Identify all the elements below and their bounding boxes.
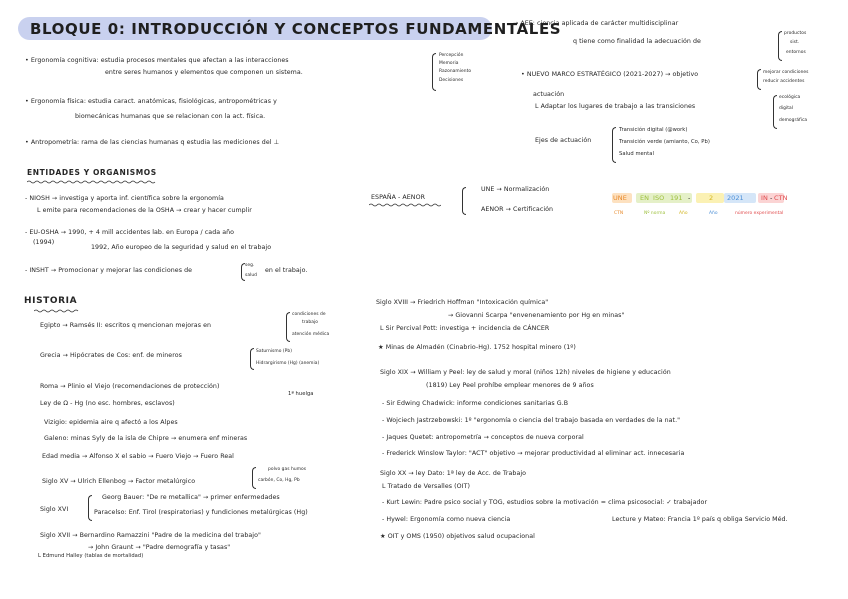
- norma-label: Año: [679, 211, 688, 216]
- hist-almaden: ★ Minas de Almadén (Cinabrio-Hg). 1752 hospital minero (1º): [378, 344, 576, 351]
- ergonomia-fisica: • Ergonomía física: estudia caract. anatómicas, fisiológicas, antropométricas y: [25, 98, 277, 105]
- wavy-underline: [369, 203, 441, 207]
- norma-code-part: IN: [761, 194, 768, 202]
- section-entidades: ENTIDADES Y ORGANISMOS: [27, 168, 157, 177]
- brace-item: Decisiones: [439, 78, 464, 83]
- brace-item: Transición verde (amianto, Co, Pb): [619, 139, 710, 145]
- nuevo-marco: • NUEVO MARCO ESTRATÉGICO (2021-2027) → objetivo: [521, 71, 699, 78]
- hist-xx-hywel: - Hywel: Ergonomía como nueva ciencia: [382, 516, 511, 523]
- brace: [88, 495, 92, 521]
- hist-xix-jastrzebowski: - Wojciech Jastrzebowski: 1º "ergonomía o ciencia del trabajo basada en verdades de la nat.": [382, 417, 681, 424]
- ergonomia-cognitiva-cont: entre seres humanos y elementos que componen un sistema.: [105, 69, 303, 76]
- brace: [773, 95, 777, 129]
- section-historia: HISTORIA: [24, 296, 78, 306]
- norma-label: CTN: [614, 211, 624, 216]
- norma-code-part: UNE: [613, 194, 627, 202]
- brace-item: seg.: [245, 263, 255, 268]
- eu-osha: - EU-OSHA → 1990, + 4 mill accidentes lab. en Europa / cada año: [25, 229, 235, 236]
- hist-siglo-xvii: Siglo XVII → Bernardino Ramazzini "Padre de la medicina del trabajo": [40, 532, 261, 539]
- hist-xvi-bauer: Georg Bauer: "De re metallica" → primer enfermedades: [102, 494, 280, 501]
- hist-xx-lecture: Lecture y Mateo: Francia 1º país q obliga Servicio Méd.: [612, 516, 788, 523]
- brace-item: salud: [245, 273, 258, 278]
- norma-label: Nº norma: [644, 211, 666, 216]
- brace-item: mejorar condiciones: [763, 70, 809, 75]
- norma-label: Año: [709, 211, 718, 216]
- eu-osha-cont: 1992, Año europeo de la seguridad y salud en el trabajo: [91, 244, 272, 251]
- ejes-actuacion: Ejes de actuación: [535, 137, 592, 144]
- brace-item: digital: [779, 106, 793, 111]
- hist-vizigio: Vizigio: epidemia aire q afectó a los Alpes: [44, 419, 178, 426]
- hist-xx-versalles: L Tratado de Versalles (OIT): [382, 483, 470, 490]
- norma-code-part: CTN: [774, 194, 788, 202]
- niosh: - NIOSH → investiga y aporta inf. científica sobre la ergonomía: [25, 195, 224, 202]
- brace: [778, 31, 782, 61]
- hist-egipto: Egipto → Ramsés II: escritos q mencionan mejoras en: [40, 322, 212, 329]
- brace-item: sist.: [790, 40, 800, 45]
- hist-roma: Roma → Plinio el Viejo (recomendaciones de protección): [40, 383, 220, 390]
- adaptar-lugares: L Adaptar los lugares de trabajo a las transiciones: [535, 103, 696, 110]
- brace-item: Saturnismo (Pb): [256, 349, 292, 354]
- norma-code-part: 2: [709, 194, 714, 202]
- brace-item: Razonamiento: [439, 69, 472, 74]
- antropometria: • Antropometría: rama de las ciencias humanas q estudia las mediciones del ⊥: [25, 139, 280, 146]
- hist-siglo-xv: Siglo XV → Ulrich Ellenbog → Factor metalúrgico: [42, 478, 196, 485]
- hist-grecia: Grecia → Hipócrates de Cos: enf. de mineros: [40, 352, 182, 359]
- brace-item: reducir accidentes: [763, 79, 805, 84]
- wavy-underline: [34, 309, 80, 313]
- brace-item: Salud mental: [619, 151, 654, 157]
- hist-galeno: Galeno: minas Syly de la isla de Chipre → enumera enf mineras: [44, 435, 248, 442]
- hist-xix-peel: (1819) Ley Peel prohíbe emplear menores de 9 años: [426, 382, 594, 389]
- hist-siglo-xviii: Siglo XVIII → Friedrich Hoffman "Intoxicación química": [376, 299, 549, 306]
- hist-roma-ley: Ley de Ω - Hg (no esc. hombres, esclavos): [40, 400, 175, 407]
- brace: [757, 69, 761, 90]
- hist-xix-quetet: - Jaques Quetet: antropometría → conceptos de nueva corporal: [382, 434, 584, 441]
- hist-siglo-xvi: Siglo XVI: [40, 506, 69, 513]
- hist-siglo-xx: Siglo XX → ley Dato: 1ª ley de Acc. de Trabajo: [380, 470, 527, 477]
- hist-xix-chadwick: - Sir Edwing Chadwick: informe condiciones sanitarias G.B: [382, 400, 569, 407]
- ergonomia-cognitiva: • Ergonomía cognitiva: estudia procesos mentales que afectan a las interacciones: [25, 57, 289, 64]
- norma-code-part: ISO: [653, 194, 665, 202]
- brace-item: atención médica: [292, 332, 330, 337]
- hist-edad-media: Edad media → Alfonso X el sabio → Fuero Viejo → Fuero Real: [42, 453, 234, 460]
- brace: [462, 187, 466, 215]
- brace: [286, 312, 290, 342]
- hist-siglo-xix: Siglo XIX → William y Peel: ley de salud y moral (niños 12h) niveles de higiene y educación: [380, 369, 671, 376]
- aee-definition: → AEE: ciencia aplicada de carácter multidisciplinar: [513, 20, 679, 27]
- insht-end: en el trabajo.: [265, 267, 308, 274]
- page-title: BLOQUE 0: INTRODUCCIÓN Y CONCEPTOS FUNDAMENTALES: [30, 20, 562, 38]
- norma-code-part: 2021: [727, 194, 744, 202]
- brace-item: condiciones de: [292, 312, 326, 317]
- brace-item: trabajo: [302, 320, 318, 325]
- actuacion-label: actuación: [533, 91, 565, 98]
- hist-xx-lewin: - Kurt Lewin: Padre psico social y TOG, estudios sobre la motivación = clima psicosocial: ✓ trabajador: [382, 499, 708, 506]
- espana-aenor: ESPAÑA - AENOR: [371, 194, 425, 201]
- brace-item: carbón, Co, Hg, Pb: [258, 478, 300, 483]
- norma-code-part: 191: [670, 194, 683, 202]
- brace-item: Memoria: [439, 61, 459, 66]
- une-normalizacion: UNE → Normalización: [481, 186, 550, 193]
- brace-item: demográfica: [779, 118, 808, 123]
- brace-item: polvo gas humos: [268, 467, 307, 472]
- hist-xvii-halley: L Edmund Halley (tablas de mortalidad): [38, 553, 144, 559]
- eu-osha-year: (1994): [33, 239, 55, 246]
- hist-huelga: 1ª huelga: [288, 391, 314, 397]
- hist-xviii-pott: L Sir Percival Pott: investiga + incidencia de CÁNCER: [380, 325, 550, 332]
- brace: [250, 348, 254, 370]
- norma-label: número experimental: [735, 211, 784, 216]
- brace-item: Hidrargirismo (Hg) (anemia): [256, 361, 320, 366]
- wavy-underline: [27, 180, 157, 184]
- norma-code-part: -: [770, 194, 773, 202]
- insht: - INSHT → Promocionar y mejorar las condiciones de: [25, 267, 193, 274]
- ergonomia-fisica-cont: biomecánicas humanas que se relacionan con la act. física.: [75, 113, 266, 120]
- hist-xvii-graunt: → John Graunt → "Padre demografía y tasas": [88, 544, 231, 551]
- brace-item: ecológica: [779, 95, 801, 100]
- hist-xix-taylor: - Frederick Winslow Taylor: "ACT" objetivo → mejorar productividad al eliminar act. innecesaria: [382, 450, 685, 457]
- brace-item: productos: [784, 31, 807, 36]
- brace: [252, 467, 256, 489]
- hist-xvi-paracelso: Paracelso: Enf. Tirol (respiratorias) y fundiciones metalúrgicas (Hg): [94, 509, 308, 516]
- brace-item: entornos: [786, 50, 806, 55]
- hist-oit-oms: ★ OIT y OMS (1950) objetivos salud ocupacional: [380, 533, 535, 540]
- brace-item: Transición digital (@work): [619, 127, 688, 133]
- aee-definition-cont: q tiene como finalidad la adecuación de: [573, 38, 701, 45]
- norma-code-part: -: [688, 194, 691, 202]
- brace: [612, 127, 616, 163]
- brace-item: Percepción: [439, 53, 464, 58]
- niosh-cont: L emite para recomendaciones de la OSHA → crear y hacer cumplir: [37, 207, 252, 214]
- norma-code-part: EN: [640, 194, 650, 202]
- brace: [432, 53, 436, 91]
- aenor-certificacion: AENOR → Certificación: [481, 206, 554, 213]
- hist-xviii-scarpa: → Giovanni Scarpa "envenenamiento por Hg en minas": [448, 312, 625, 319]
